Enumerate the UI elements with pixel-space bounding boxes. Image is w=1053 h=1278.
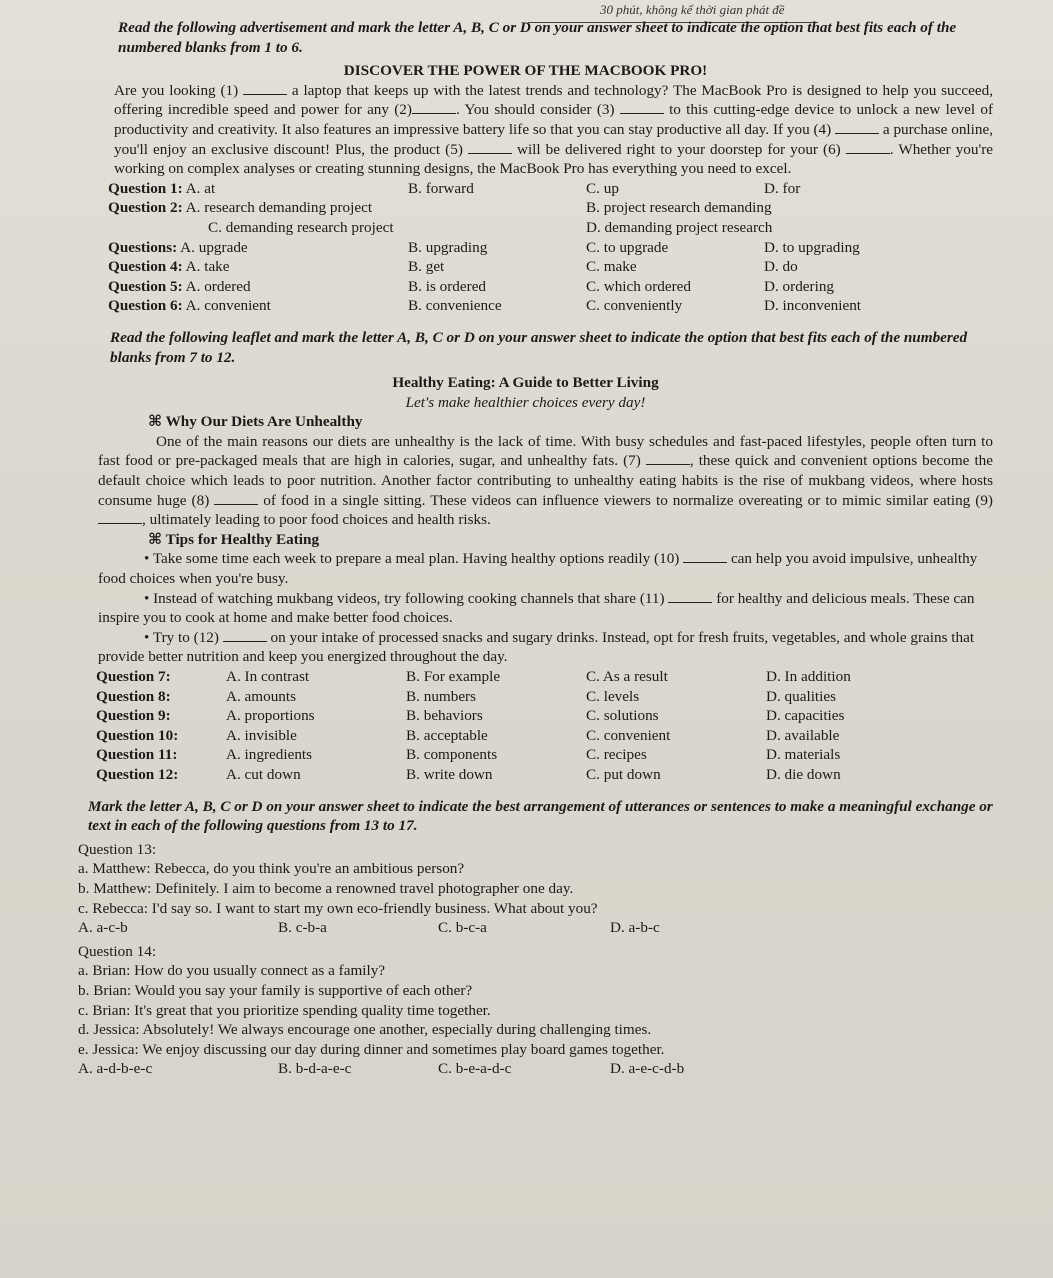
- question-row: Question 10: A. invisible B. acceptable C. convenient D. available: [96, 726, 840, 744]
- question-row: Question 7: A. In contrast B. For example C. As a result D. In addition: [96, 668, 851, 685]
- q14-line: a. Brian: How do you usually connect as a family?: [78, 962, 386, 980]
- blank-6: [846, 141, 890, 154]
- ad-text-4: to this cutting-edge device to unlock a new level of productivity and creativity. It also features an impressive battery life so that you can stay productive all day. If you (4): [114, 101, 994, 138]
- q14-options: A. a-d-b-e-c B. b-d-a-e-c C. b-e-a-d-c D. a-e-c-d-b: [78, 1060, 685, 1078]
- section-why-unhealthy: ⌘ Why Our Diets Are Unhealthy: [148, 413, 363, 431]
- question-row: Question 8: A. amounts B. numbers C. levels D. qualities: [96, 687, 837, 705]
- blank-2: [412, 101, 456, 114]
- tip-3: • Try to (12) on your intake of processed snacks and sugary drinks. Instead, opt for fresh fruits, vegetables, and whole grains that provide better nutrition and keep you energized throughout the day.: [98, 628, 975, 666]
- blank-3: [620, 101, 664, 114]
- leaflet-paragraph-1: One of the main reasons our diets are unhealthy is the lack of time. With busy schedules and fast-paced lifestyles, people often turn to fast food or pre-packaged meals that are high in calories, sugar, and unhealthy fats. (7) , these quick and convenient options become the default choice which leads to poor nutrition. Another factor contributing to unhealthy eating habits is the rise of mukbang videos, where hosts consume huge (8) of food in a single sitting. These videos can influence viewers to normalize overeating or to mimic similar eating (9) , ultimately leading to poor food choices and health risks.: [98, 432, 994, 529]
- question-13: [58, 840, 993, 938]
- q14-line: d. Jessica: Absolutely! We always encourage one another, especially during challenging times.: [78, 1021, 652, 1039]
- leaflet-subtitle: Let's make healthier choices every day!: [405, 393, 646, 411]
- q13-label: Question 13:: [78, 840, 157, 858]
- ad-text-6: will be delivered right to your doorstep for your (6): [516, 140, 841, 158]
- blank-10: [683, 550, 727, 563]
- q14-line: e. Jessica: We enjoy discussing our day during dinner and sometimes play board games together.: [78, 1040, 665, 1058]
- part3-instruction: Mark the letter A, B, C or D on your answer sheet to indicate the best arrangement of utterances or sentences to make a meaningful exchange or text in each of the following questions from 13 to 17.: [88, 797, 993, 835]
- question-row: Question 9: A. proportions B. behaviors C. solutions D. capacities: [96, 707, 845, 725]
- question-14: [58, 942, 993, 1079]
- ad-text-3: . You should consider (3): [455, 101, 615, 119]
- part1-questions: [58, 179, 993, 316]
- ad-text-2: a laptop that keeps up with the latest trends and technology? The MacBook Pro is designed to help you succeed, offering incredible speed and power for any (2): [114, 81, 994, 119]
- question-row: Question 11: A. ingredients B. components C. recipes D. materials: [96, 746, 841, 764]
- q13-line: a. Matthew: Rebecca, do you think you're an ambitious person?: [78, 860, 465, 878]
- ad-text-1: Are you looking (1): [114, 81, 239, 99]
- part2-questions: [58, 667, 993, 785]
- question-row: C. demanding research project D. demanding project research: [208, 218, 773, 236]
- part2-instruction: Read the following leaflet and mark the letter A, B, C or D on your answer sheet to indicate the option that best fits each of the numbered blanks from 7 to 12.: [110, 328, 968, 366]
- question-row: Question 12: A. cut down B. write down C. put down D. die down: [96, 765, 841, 783]
- blank-12: [223, 629, 267, 642]
- blank-1: [243, 82, 287, 95]
- blank-4: [835, 121, 879, 134]
- section-tips: ⌘ Tips for Healthy Eating: [148, 530, 320, 548]
- question-row: Questions: A. upgrade B. upgrading C. to upgrade D. to upgrading: [108, 238, 860, 256]
- q13-options: A. a-c-b B. c-b-a C. b-c-a D. a-b-c: [78, 919, 660, 937]
- header-note: 30 phút, không kể thời gian phát đề: [600, 2, 785, 17]
- question-row: Question 4: A. take B. get C. make D. do: [108, 258, 798, 276]
- blank-5: [468, 141, 512, 154]
- question-row: Question 1: A. at B. forward C. up D. for: [108, 179, 801, 197]
- q14-line: c. Brian: It's great that you prioritize spending quality time together.: [78, 1001, 491, 1019]
- blank-11: [668, 590, 712, 603]
- question-row: Question 6: A. convenient B. convenience C. conveniently D. inconvenient: [108, 297, 862, 315]
- ad-text-7: . Whether you're working on complex analyses or creating stunning designs, the MacBook Pro has everything you need to excel.: [114, 140, 994, 178]
- ad-title: DISCOVER THE POWER OF THE MACBOOK PRO!: [343, 62, 708, 80]
- q13-line: c. Rebecca: I'd say so. I want to start my own eco-friendly business. What about you?: [78, 899, 598, 917]
- question-row: Question 5: A. ordered B. is ordered C. which ordered D. ordering: [108, 277, 835, 295]
- part1-instruction: Read the following advertisement and mark the letter A, B, C or D on your answer sheet to indicate the option that best fits each of the numbered blanks from 1 to 6.: [118, 19, 957, 56]
- question-row: Question 2: A. research demanding project B. project research demanding: [108, 199, 772, 217]
- leaflet-title: Healthy Eating: A Guide to Better Living: [392, 374, 659, 392]
- q14-label: Question 14:: [78, 942, 157, 960]
- ad-text-5: a purchase online, you'll enjoy an exclusive discount! Plus, the product (5): [114, 120, 993, 158]
- blank-8: [214, 492, 258, 505]
- q14-line: b. Brian: Would you say your family is supportive of each other?: [78, 981, 473, 999]
- ad-passage: [58, 81, 993, 179]
- blank-7: [646, 452, 690, 465]
- q13-line: b. Matthew: Definitely. I aim to become a renowned travel photographer one day.: [78, 879, 574, 897]
- tip-2: • Instead of watching mukbang videos, try following cooking channels that share (11) for healthy and delicious meals. These can inspire you to cook at home and make better food choices.: [98, 589, 975, 627]
- exam-content: [58, 18, 993, 1079]
- tip-1: • Take some time each week to prepare a meal plan. Having healthy options readily (10) can help you avoid impulsive, unhealthy food choices when you're busy.: [98, 550, 978, 588]
- blank-9: [98, 511, 142, 524]
